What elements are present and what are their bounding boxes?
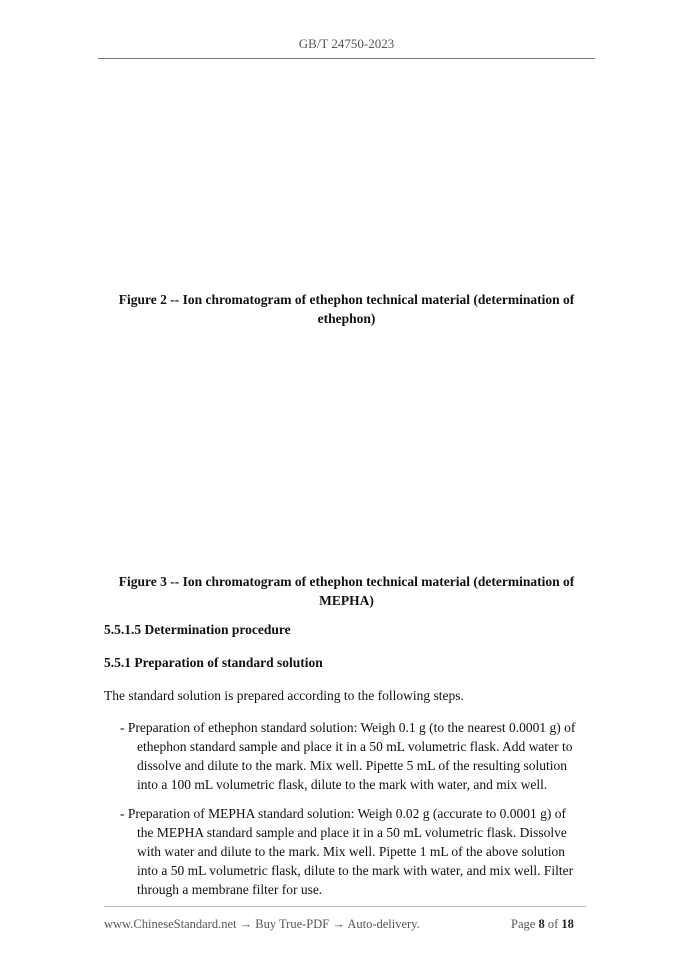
site-link[interactable]: www.ChineseStandard.net [104, 917, 237, 931]
arrow-right-icon: → [239, 917, 253, 931]
bullet-line: ethephon standard sample and place it in a 50 mL volumetric flask. Add water to [137, 739, 573, 754]
footer-divider [104, 906, 586, 907]
intro-paragraph: The standard solution is prepared according to the following steps. [104, 688, 464, 703]
section-heading-5-5-1: 5.5.1 Preparation of standard solution [104, 655, 323, 670]
figure-3-caption [98, 572, 595, 610]
bullet-line: with water and dilute to the mark. Mix well. Pipette 1 mL of the above solution [137, 844, 566, 859]
bullet-line: through a membrane filter for use. [137, 882, 323, 897]
page-number: 8 [538, 917, 545, 931]
figure-3-caption-line-2: MEPHA) [319, 593, 374, 608]
bullet-line: into a 100 mL volumetric flask, dilute to the mark with water, and mix well. [137, 777, 548, 792]
bullet-line: into a 50 mL volumetric flask, dilute to the mark with water, and mix well. Filter [137, 863, 574, 878]
bullet-line: the MEPHA standard sample and place it in a 50 mL volumetric flask. Dissolve [137, 825, 567, 840]
page-total: 18 [561, 917, 574, 931]
figure-3-caption-line-1: Figure 3 -- Ion chromatogram of ethephon technical material (determination of [118, 574, 575, 589]
bullet-line: dissolve and dilute to the mark. Mix well. Pipette 5 mL of the resulting solution [137, 758, 567, 773]
arrow-right-icon: → [332, 917, 345, 931]
footer-promo [104, 917, 420, 932]
bullet-line: - Preparation of ethephon standard solution: Weigh 0.1 g (to the nearest 0.0001 g) of [120, 720, 576, 735]
auto-delivery-text: Auto-delivery. [347, 917, 420, 931]
page-label: Page [511, 917, 536, 931]
bullet-ethephon-standard [120, 718, 594, 794]
header-divider [98, 58, 595, 59]
of-label: of [547, 917, 559, 931]
buy-true-pdf-link[interactable]: Buy True-PDF [255, 917, 330, 931]
figure-2-caption [98, 290, 595, 328]
document-code: GB/T 24750-2023 [298, 36, 395, 51]
bullet-line: - Preparation of MEPHA standard solution: Weigh 0.02 g (accurate to 0.0001 g) of [120, 806, 566, 821]
page-indicator [511, 917, 574, 932]
figure-2-caption-line-2: ethephon) [317, 311, 376, 326]
figure-2-caption-line-1: Figure 2 -- Ion chromatogram of ethephon technical material (determination of [118, 292, 575, 307]
section-heading-5-5-1-5: 5.5.1.5 Determination procedure [104, 622, 291, 637]
bullet-mepha-standard [120, 804, 594, 899]
